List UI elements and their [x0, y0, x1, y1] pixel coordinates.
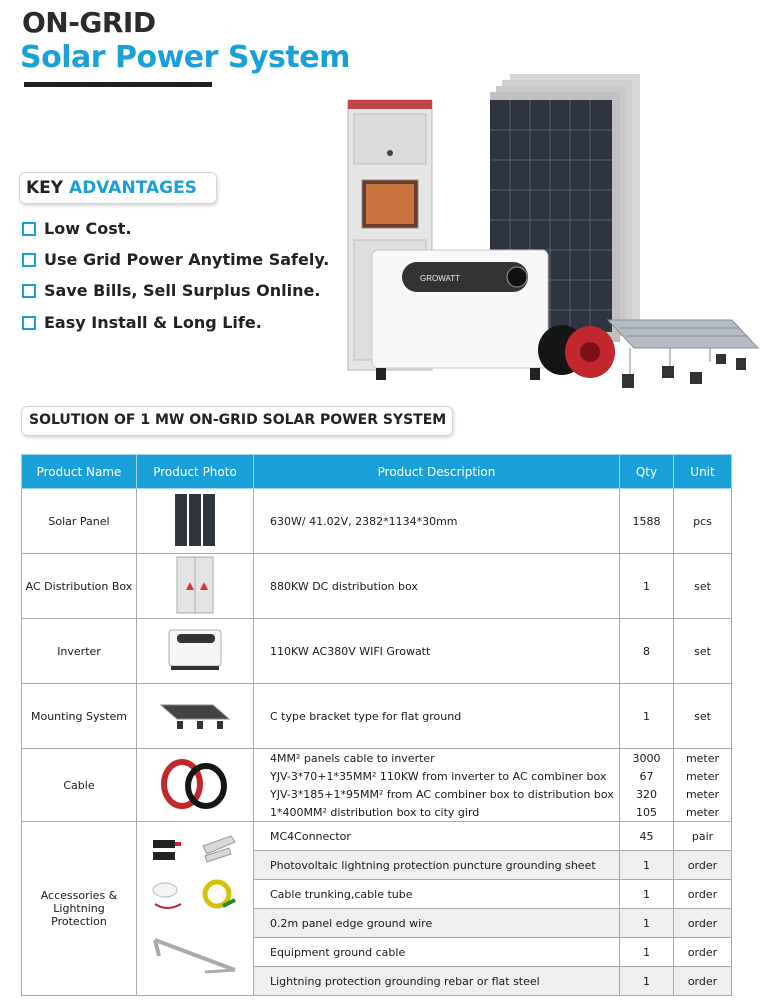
product-photo: [137, 749, 254, 822]
mc4-connector-photo: [153, 840, 181, 860]
cable-description: YJV-3*70+1*35MM² 110KW from inverter to AC combiner box: [254, 767, 620, 785]
cable-unit: meter: [674, 767, 732, 785]
cable-unit: meter: [674, 803, 732, 822]
ground-wire-photo: [205, 882, 235, 906]
accessory-qty: 1: [620, 967, 674, 996]
product-name: Accessories & Lightning Protection: [22, 822, 137, 996]
product-photo: [137, 489, 254, 554]
product-name: Solar Panel: [22, 489, 137, 554]
inverter-brand: GROWATT: [420, 274, 460, 283]
table-row: [22, 619, 732, 684]
solar-panel-photo: [175, 492, 215, 548]
product-name: Mounting System: [22, 684, 137, 749]
cable-tube-photo: [153, 883, 181, 908]
product-unit: set: [674, 554, 732, 619]
accessory-unit: order: [674, 851, 732, 880]
accessory-description: Lightning protection grounding rebar or flat steel: [254, 967, 620, 996]
cable-qty: 320: [620, 785, 674, 803]
accessory-qty: 1: [620, 851, 674, 880]
table-row: [22, 554, 732, 619]
rebar-photo: [155, 940, 235, 972]
product-unit: set: [674, 684, 732, 749]
cable-photo: [160, 757, 230, 811]
checkbox-icon: [22, 253, 36, 267]
product-name: AC Distribution Box: [22, 554, 137, 619]
table-header-row: [22, 455, 732, 489]
checkbox-icon: [22, 222, 36, 236]
table-row: [22, 684, 732, 749]
title-line2: Solar Power System: [20, 40, 350, 75]
product-name: Inverter: [22, 619, 137, 684]
cable-description: YJV-3*185+1*95MM² from AC combiner box to distribution box: [254, 785, 620, 803]
inverter-photo: [167, 626, 223, 674]
cable-unit: meter: [674, 749, 732, 768]
checkbox-icon: [22, 284, 36, 298]
accessory-description: Cable trunking,cable tube: [254, 880, 620, 909]
accessory-unit: order: [674, 967, 732, 996]
header-product-name: Product Name: [22, 455, 137, 489]
header-product-description: Product Description: [254, 455, 620, 489]
accessory-description: MC4Connector: [254, 822, 620, 851]
cable-unit: meter: [674, 785, 732, 803]
header-unit: Unit: [674, 455, 732, 489]
header-qty: Qty: [620, 455, 674, 489]
accessory-qty: 1: [620, 909, 674, 938]
product-description: 630W/ 41.02V, 2382*1134*30mm: [254, 489, 620, 554]
mounting-system-photo: [157, 695, 233, 735]
cable-description: 1*400MM² distribution box to city gird: [254, 803, 620, 822]
accessory-unit: order: [674, 909, 732, 938]
product-qty: 1: [620, 684, 674, 749]
hero-product-illustration: [340, 70, 765, 400]
key-advantages-heading: KEY ADVANTAGES: [26, 178, 197, 198]
accessory-description: Equipment ground cable: [254, 938, 620, 967]
grounding-sheet-photo: [203, 836, 235, 862]
accessories-photo: [145, 832, 245, 982]
advantage-item: Easy Install & Long Life.: [22, 313, 262, 332]
accessory-description: 0.2m panel edge ground wire: [254, 909, 620, 938]
inverter-illustration: [372, 250, 548, 380]
accessory-qty: 45: [620, 822, 674, 851]
accessory-unit: order: [674, 880, 732, 909]
checkbox-icon: [22, 316, 36, 330]
table-row: [22, 489, 732, 554]
accessory-qty: 1: [620, 938, 674, 967]
accessory-description: Photovoltaic lightning protection puncture grounding sheet: [254, 851, 620, 880]
table-row: [22, 822, 732, 851]
product-unit: pcs: [674, 489, 732, 554]
product-qty: 1: [620, 554, 674, 619]
product-description: 880KW DC distribution box: [254, 554, 620, 619]
product-qty: 8: [620, 619, 674, 684]
solution-title: SOLUTION OF 1 MW ON-GRID SOLAR POWER SYSTEM: [29, 412, 447, 428]
product-qty: 1588: [620, 489, 674, 554]
cable-qty: 67: [620, 767, 674, 785]
product-photo: [137, 684, 254, 749]
product-description: C type bracket type for flat ground: [254, 684, 620, 749]
product-description: 110KW AC380V WIFI Growatt: [254, 619, 620, 684]
product-photo: [137, 554, 254, 619]
accessory-qty: 1: [620, 880, 674, 909]
cable-description: 4MM² panels cable to inverter: [254, 749, 620, 768]
cable-qty: 105: [620, 803, 674, 822]
advantage-item: Use Grid Power Anytime Safely.: [22, 250, 329, 269]
header-product-photo: Product Photo: [137, 455, 254, 489]
advantage-item: Low Cost.: [22, 219, 132, 238]
title-underline: [24, 82, 212, 87]
product-photo: [137, 822, 254, 996]
product-table: [21, 454, 732, 996]
advantage-item: Save Bills, Sell Surplus Online.: [22, 281, 320, 300]
distribution-box-photo: [175, 556, 215, 614]
cable-qty: 3000: [620, 749, 674, 768]
table-row: [22, 749, 732, 768]
mounting-system-illustration: [608, 320, 758, 388]
product-photo: [137, 619, 254, 684]
cable-reels-illustration: [538, 325, 615, 378]
accessory-unit: pair: [674, 822, 732, 851]
title-line1: ON-GRID: [22, 6, 156, 39]
product-unit: set: [674, 619, 732, 684]
product-name: Cable: [22, 749, 137, 822]
accessory-unit: order: [674, 938, 732, 967]
